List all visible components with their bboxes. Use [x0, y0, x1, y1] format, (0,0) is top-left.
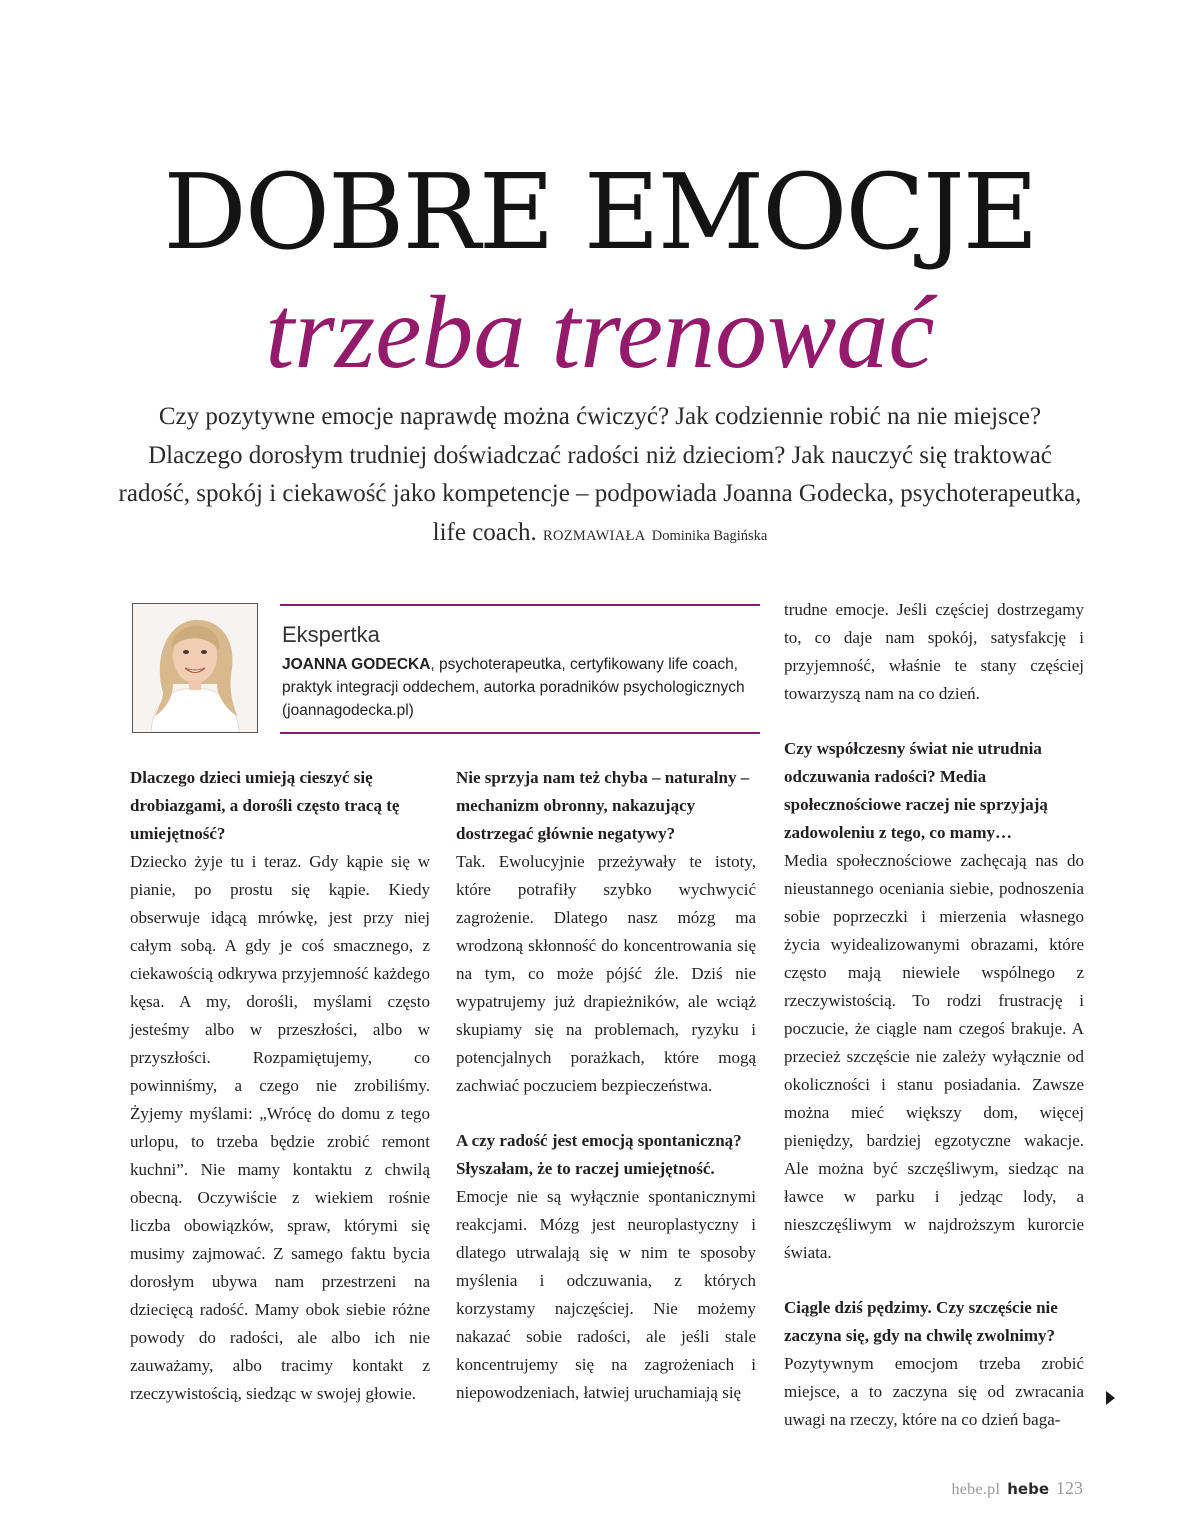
question: Dlaczego dzieci umieją cieszyć się drobiazgami, a dorośli często tracą tę umiejętność? — [130, 768, 400, 843]
credit-label: ROZMAWIAŁA — [542, 527, 646, 544]
footer-site: hebe.pl — [951, 1481, 1001, 1498]
footer-brand-logo: hebe — [1007, 1480, 1049, 1498]
answer: Dziecko żyje tu i teraz. Gdy kąpie się w pianie, po prostu się kąpie. Kiedy obserwuje idącą mrówkę, jest przy niej całym sobą. A gdy je coś smacznego, z ciekawością odkrywa przyjemność każdego kęsa. A my, dorośli, myślami często jesteśmy albo w przeszłości, albo w przyszłości. Rozpamiętujemy, co powinniśmy, a czego nie zrobiliśmy. Żyjemy myślami: „Wrócę do domu z tego urlopu, to trzeba będzie zrobić remont kuchni”. Nie mamy kontaktu z chwilą obecną. Oczywiście z wiekiem rośnie liczba obowiązków, spraw, którymi się musimy zajmować. Z samego faktu bycia dorosłym ubywa nam przestrzeni na dziecięcą radość. Mamy obok siebie różne powody do radości, ale albo ich nie zauważamy, albo tracimy kontakt z rzeczywistością, siedząc w swojej głowie. — [130, 852, 430, 1403]
answer: Media społecznościowe zachęcają nas do nieustannego oceniania siebie, podnoszenia sobie poprzeczki i mierzenia własnego życia wyidealizowanymi obrazami, które często mają niewiele wspólnego z rzeczywistością. To rodzi frustrację i poczucie, że ciągle nam czegoś brakuje. A przecież szczęście nie zależy wyłącznie od okoliczności i stanu posiadania. Zawsze można mieć większy dom, więcej pieniędzy, bardziej egzotyczne wakacje. Ale można być szczęśliwym, siedząc na ławce w parku i jedząc lody, a nieszczęśliwym w najdroższym kurorcie świata. — [784, 851, 1084, 1262]
credit-name: Dominika Bagińska — [651, 527, 768, 544]
portrait-illustration — [133, 604, 257, 732]
article-lead — [110, 398, 1090, 555]
expert-name: JOANNA GODECKA — [282, 656, 431, 673]
answer: Tak. Ewolucyjnie przeżywały te istoty, które potrafiły szybko wychwycić zagrożenie. Dlatego nasz mózg ma wrodzoną skłonność do koncentrowania się na tym, co może pójść źle. Dziś nie wypatrujemy już drapieżników, ale wciąż skupiamy się na problemach, ryzyku i potencjalnych porażkach, które mogą zachwiać poczuciem bezpieczeństwa. — [456, 852, 756, 1095]
expert-box-top-rule — [280, 604, 760, 606]
article-title: DOBRE EMOCJE — [163, 151, 1037, 273]
continue-arrow-icon — [1106, 1391, 1115, 1405]
question: Nie sprzyja nam też chyba – naturalny – mechanizm obronny, nakazujący dostrzegać głównie negatywy? — [456, 768, 750, 843]
page-number: 123 — [1056, 1478, 1083, 1498]
lead-text: Czy pozytywne emocje naprawdę można ćwiczyć? Jak codziennie robić na nie miejsce? Dlaczego dorosłym trudniej doświadczać radości niż dzieciom? Jak nauczyć się traktować radość, spokój i ciekawość jako kompetencje – podpowiada Joanna Godecka, psychoterapeutka, life coach. — [118, 403, 1082, 546]
expert-portrait-photo — [132, 603, 258, 733]
article-column-2 — [456, 764, 756, 1407]
answer: Emocje nie są wyłącznie spontanicznymi reakcjami. Mózg jest neuroplastyczny i dlatego utrwalają się w nim te sposoby myślenia i odczuwania, z których korzystamy najczęściej. Nie możemy nakazać sobie radości, ale jeśli stale koncentrujemy się na zagrożeniach i niepowodzeniach, łatwiej uruchamiają się — [456, 1187, 756, 1402]
expert-description: , psychoterapeutka, certyfikowany life coach, praktyk integracji oddechem, autorka poradników psychologicznych (joannagodecka.pl) — [282, 656, 745, 719]
question: Czy współczesny świat nie utrudnia odczuwania radości? Media społecznościowe raczej nie sprzyjają zadowoleniu z tego, co mamy… — [784, 739, 1048, 842]
answer: Pozytywnym emocjom trzeba zrobić miejsce, a to zaczyna się od zwracania uwagi na rzeczy, które na co dzień baga- — [784, 1354, 1084, 1429]
expert-label: Ekspertka — [282, 622, 380, 647]
article-column-1 — [130, 764, 430, 1408]
article-column-3 — [784, 596, 1084, 1434]
question: Ciągle dziś pędzimy. Czy szczęście nie zaczyna się, gdy na chwilę zwolnimy? — [784, 1298, 1058, 1345]
expert-bio — [282, 653, 752, 722]
article-subtitle: trzeba trenować — [265, 275, 935, 390]
page-footer — [951, 1478, 1083, 1499]
expert-box-bottom-rule — [280, 732, 760, 734]
answer: trudne emocje. Jeśli częściej dostrzegamy to, co daje nam spokój, satysfakcję i przyjemność, właśnie te stany częściej towarzyszą nam na co dzień. — [784, 600, 1084, 703]
question: A czy radość jest emocją spontaniczną? Słyszałam, że to raczej umiejętność. — [456, 1131, 742, 1178]
